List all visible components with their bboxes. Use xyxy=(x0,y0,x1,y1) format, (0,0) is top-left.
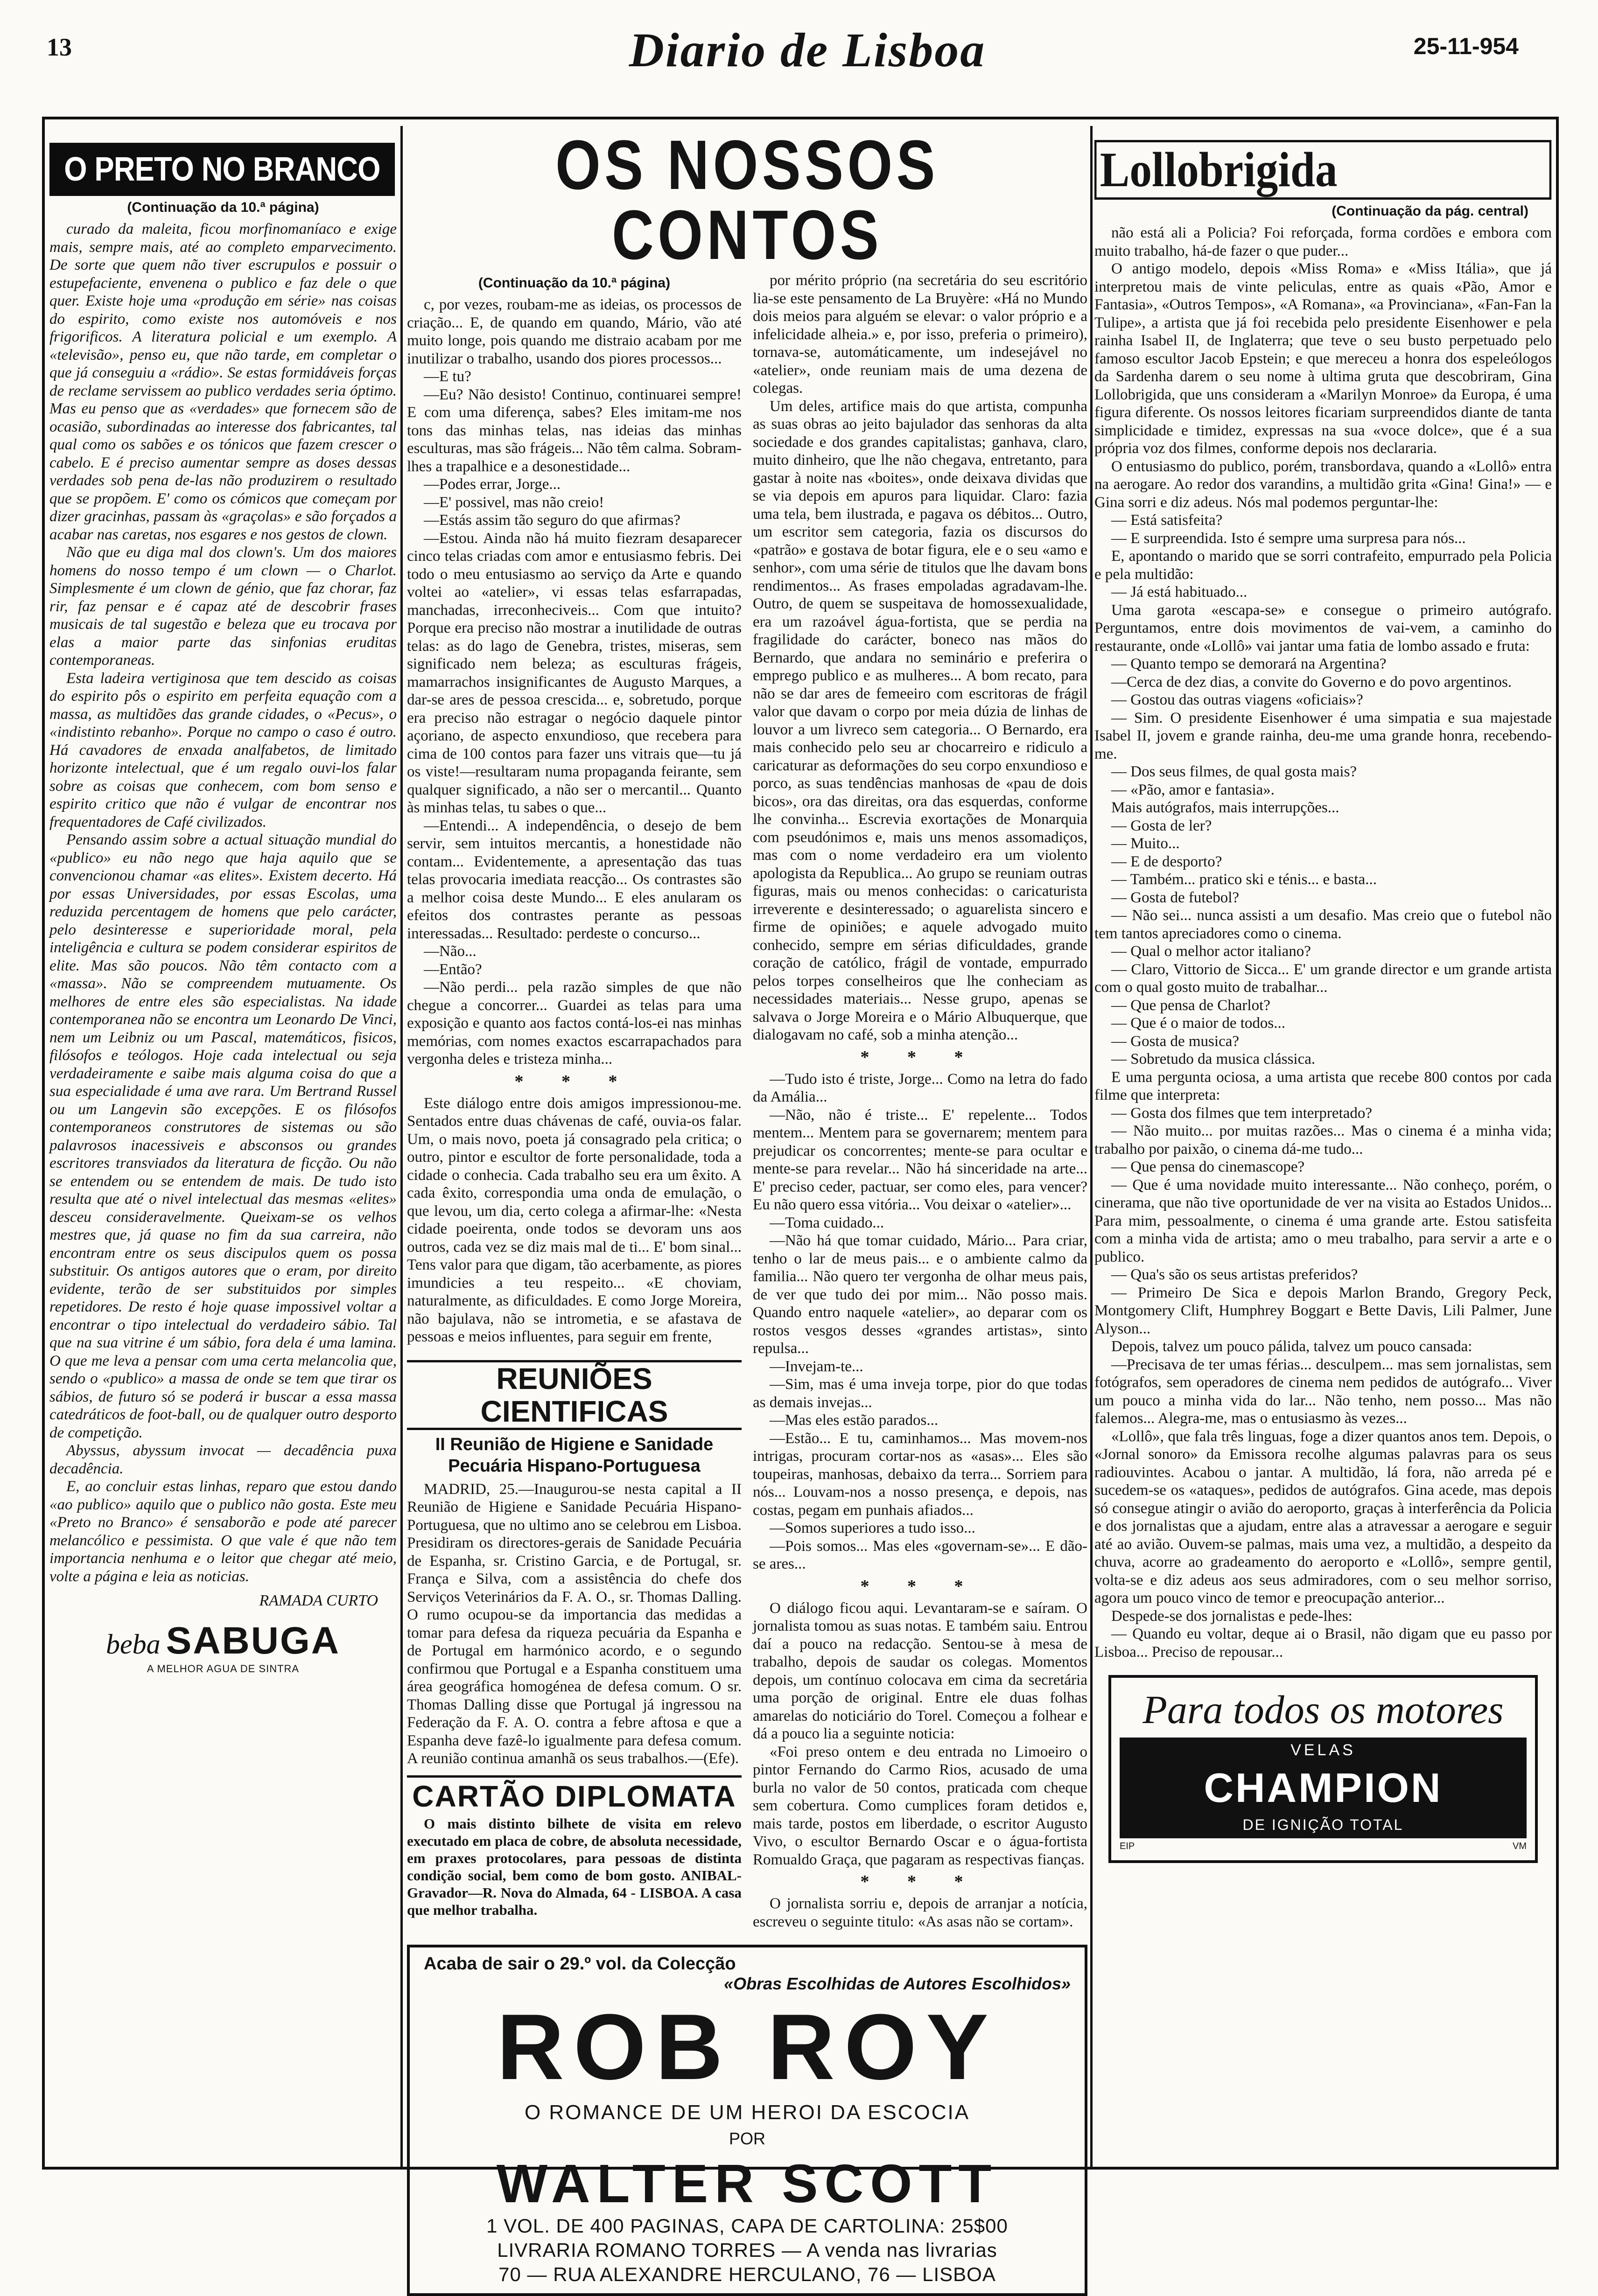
paragraph: — Gostou das outras viagens «oficiais»? xyxy=(1111,691,1363,708)
paragraph: E uma pergunta ociosa, a uma artista que recebe 800 contos por cada filme que interpreta: xyxy=(1094,1068,1552,1103)
paragraph: — Gosta de futebol? xyxy=(1111,889,1240,906)
sabuga-advertisement xyxy=(49,1619,397,1675)
paragraph: —Então? xyxy=(424,961,482,978)
paragraph: — Não muito... por muitas razões... Mas o cinema é a minha vida; trabalho por paixão, o cinema dá-me tudo... xyxy=(1094,1123,1552,1158)
continuation-note: (Continuação da 10.ª página) xyxy=(127,200,319,215)
paragraph: —Estou. Ainda não há muito fiezram desaparecer cinco telas criadas com amor e entusiasmo febris. Dei todo o meu entusiasmo ao serviço da Arte e quando voltei ao «atelier», vi essas telas esfarrapadas, manchadas, irreconheciveis... Com que intuito? Porque era preciso não mostrar a inutilidade de outras telas: as do lago de Genebra, tristes, miseras, sem significado nem beleza; as esculturas frágeis, mamarrachos insignificantes de Augusto Marques, a dar-se ares de pessoa crescida... e, sobretudo, porque era preciso não estragar o negócio daquele pintor açoriano, de aspecto enxundioso, que recebera para cima de 100 contos para fazer uns vitrais que—tu já os viste!—resultaram numa propaganda feirante, sem qualquer significado, a não ser o mercantil... Quanto às minhas telas, tu sabes o que... xyxy=(407,530,742,816)
paragraph: — Primeiro De Sica e depois Marlon Brando, Gregory Peck, Montgomery Clift, Humphrey Boggart e Bette Davis, Lili Palmer, June Alyson... xyxy=(1094,1284,1552,1337)
paragraph: — Claro, Vittorio de Sicca... E' um grande director e um grande artista com o qual gosto muito de trabalhar... xyxy=(1094,961,1552,996)
paragraph: — Qual o melhor actor italiano? xyxy=(1111,943,1311,960)
reunioes-subtitle-line1: II Reunião de Higiene e Sanidade xyxy=(435,1434,714,1454)
nossos-contos-title: OS NOSSOS CONTOS xyxy=(555,126,939,274)
author-signature: RAMADA CURTO xyxy=(259,1592,378,1609)
paragraph: — Não sei... nunca assisti a um desafio. Mas creio que o futebol não tem tantos apreciadores como o cinema. xyxy=(1094,907,1552,942)
preto-no-branco-article xyxy=(49,220,397,1585)
lollobrigida-article xyxy=(1094,224,1552,1661)
paragraph: E, apontando o marido que se sorri contrafeito, empurrado pela Policia e pela multidão: xyxy=(1094,548,1552,583)
paragraph: —Toma cuidado... xyxy=(770,1214,884,1231)
section-separator: * * * xyxy=(860,1576,980,1596)
paragraph: —Estão... E tu, caminhamos... Mas movem-nos intrigas, procuram cortar-nos as «asas»... Eles são toupeiras, manhosas, debaixo da terra... Sorriem para nós... Louvam-nos a nosso presença, e depois, nas costas, pegam em punhais afiados... xyxy=(753,1430,1087,1519)
paragraph: — Já está habituado... xyxy=(1111,584,1248,600)
paragraph: — E surpreendida. Isto é sempre uma surpresa para nós... xyxy=(1111,530,1466,547)
paragraph: — Gosta dos filmes que tem interpretado? xyxy=(1111,1104,1373,1122)
paragraph: — Que pensa de Charlot? xyxy=(1111,997,1270,1014)
section-separator: * * * xyxy=(514,1071,634,1091)
sabuga-tagline: A MELHOR AGUA DE SINTRA xyxy=(147,1663,300,1675)
paragraph: —Não, não é triste... E' repelente... Todos mentem... Mentem para se governarem; mentem para prejudicar os concorrentes; mente-se para ocultar e mente-se para revelar... Não há sinceridade na arte... E' preciso ceder, pactuar, ser como eles, para vencer? Eu não quero essa vitória... Vou deixar o «atelier»... xyxy=(753,1106,1087,1213)
paragraph: curado da maleita, ficou morfinomaníaco e exige mais, sempre mais, até ao completo emparvecimento. De sorte que quem não tiver escrupulos e possuir o estupefaciente, envenena o publico e faz dele o que quer. Existe hoje uma «produção em série» nas coisas do espirito, como existe nos automóveis e nos frigorificos. A literatura policial e um exemplo. A «televisão», penso eu, que não tarde, em completar o que já conseguiu a «rádio». Se estas formidáveis forças de reclame servissem ao publico verdades seria óptimo. Mas eu penso que as «verdades» que fornecem são de ocasião, subordinadas ao interesse dos fabricantes, tal qual como os sabões e os tónicos que fazem crescer o cabelo. E é preciso aumentar sempre as doses dessas verdades sob pena de-las não produzirem o resultado que se propõem. E' como os cómicos que começam por dizer gracinhas, passam às «graçolas» e são forçados a acabar nas caretas, nos esgares e nos gestos de clown. xyxy=(49,221,397,543)
reunioes-title: REUNIÕES CIENTIFICAS xyxy=(407,1360,742,1430)
paragraph: —Sim, mas é uma inveja torpe, pior do que todas as demais invejas... xyxy=(753,1376,1087,1411)
rob-roy-details: 1 VOL. DE 400 PAGINAS, CAPA DE CARTOLINA: 25$00 xyxy=(486,2215,1008,2237)
paragraph: O jornalista sorriu e, depois de arranjar a notícia, escreveu o seguinte titulo: «As asas não se cortam». xyxy=(753,1895,1087,1930)
preto-no-branco-title: O PRETO NO BRANCO xyxy=(49,143,395,196)
continuation-note: (Continuação da 10.ª página) xyxy=(478,275,671,291)
paragraph: —Estás assim tão seguro do que afirmas? xyxy=(424,512,680,529)
paragraph: «Foi preso ontem e deu entrada no Limoeiro o pintor Fernando do Carmo Rios, acusado de uma burla no valor de 50 contos, praticada com cheque sem cobertura. Como cumplices foram detidos e, mais tarde, postos em liberdade, o escritor Augusto Vivo, o escultor Bernardo Oscar e o água-fortista Romualdo Graça, que pagaram as respectivas fianças. xyxy=(753,1743,1087,1868)
paragraph: —Entendi... A independência, o desejo de bem servir, sem intuitos mercantis, a honestidade não contam... Evidentemente, a apresentação das tuas telas provocaria imediata reacção... Os contrastes são a melhor coisa deste Mundo... E eles anularam os efeitos dos contrastes perante as pessoas interessadas... Resultado: perdeste o concurso... xyxy=(407,817,742,942)
paragraph: Esta ladeira vertiginosa que tem descido as coisas do espirito pôs o espirito em perfeita equação com a massa, as multidões das grande cidades, o «Pecus», o «indistinto rebanho». Porque no campo o caso é outro. Há cavadores de enxada analfabetos, de limitado horizonte intelectual, que é um regalo ouvi-los falar sobre as coisas que conhecem, com bom senso e espirito critico que não é vulgar de encontrar nos frequentadores de Café civilizados. xyxy=(49,670,397,830)
sabuga-brand: SABUGA xyxy=(166,1619,340,1662)
rob-roy-collection: «Obras Escolhidas de Autores Escolhidos» xyxy=(724,1974,1071,1993)
paragraph: — Também... pratico ski e ténis... e basta... xyxy=(1111,871,1377,888)
paragraph: —Precisava de ter umas férias... desculpem... mas sem jornalistas, sem fotógrafos, sem operadores de cinema nem pedidos de autógrafo... Viver um pouco a minha vida do lar... Não tenho, nem posso... Mas não falemos... Alegra-me, mas o entusiasmo às vezes... xyxy=(1094,1356,1552,1427)
section-separator: * * * xyxy=(860,1872,980,1891)
paragraph: —Eu? Não desisto! Continuo, continuarei sempre! E com uma diferença, sabes? Eles imitam-me nos tons das minhas telas, nas ideias das minhas esculturas, mas são frágeis... Não têm calma. Sobram-lhes a trapalhice e a desonestidade... xyxy=(407,386,742,475)
issue-date: 25-11-954 xyxy=(1413,33,1519,59)
lollobrigida-column xyxy=(1094,126,1552,2167)
paragraph: — Quando eu voltar, deque ai o Brasil, não digam que eu passo por Lisboa... Preciso de repousar... xyxy=(1094,1626,1552,1661)
paragraph: «Lollô», que fala três linguas, foge a dizer quantos anos tem. Depois, o «Jornal sonoro» da Emissora recolhe algumas palavras para os seus radiouvintes. Acabou o jantar. A multidão, lá fora, não arreda pé e sucedem-se os «ataques», pedidos de autógrafos. Gina acede, mas depois só consegue atingir o avião do aeroporto, graças à interferência da Policia e dos jornalistas que a ajudam, entre alas a atravessar a aerogare e seguir até ao avião. Ouvem-se palmas, mais uma vez, a multidão, a despeito da chuva, acorre ao gradeamento do aeroporto e «Lollô», sempre gentil, volta-se e diz adeus aos seus admiradores, com o seu melhor sorriso, agora um pouco vinco de temor e preocupação anterior... xyxy=(1094,1428,1552,1606)
paragraph: Uma garota «escapa-se» e consegue o primeiro autógrafo. Perguntamos, entre dois movimentos de vai-vem, a caminho do restaurante, onde «Lollô» vai jantar uma fatia de lombo assado e fruta: xyxy=(1094,601,1552,655)
champion-code-right: VM xyxy=(1513,1841,1527,1851)
champion-brand: CHAMPION xyxy=(1120,1763,1527,1813)
paragraph: Despede-se dos jornalistas e pede-lhes: xyxy=(1111,1607,1353,1625)
paragraph: — Gosta de musica? xyxy=(1111,1033,1240,1050)
rob-roy-subtitle: O ROMANCE DE UM HEROI DA ESCOCIA xyxy=(524,2101,970,2124)
preto-no-branco-column xyxy=(49,126,397,2167)
paragraph: E, ao concluir estas linhas, reparo que estou dando «ao publico» aquilo que o publico não gosta. Este meu «Preto no Branco» é sensaborão e pode até parecer melancólico e pessimista. O que vale é que não tem importancia nenhuma e o leitor que chegar até meio, volte a página e leia as noticias. xyxy=(49,1478,397,1585)
nossos-contos-column xyxy=(407,126,1087,2285)
paragraph: — Muito... xyxy=(1111,835,1180,852)
contos-left-text xyxy=(407,296,742,1346)
contos-right-column xyxy=(753,272,1087,1931)
paragraph: Este diálogo entre dois amigos impressionou-me. Sentados entre duas chávenas de café, ouvia-os falar. Um, o mais novo, poeta já consagrado pela critica; o outro, pintor e escultor de forte personalidade, toda a cidade o conhecia. Cada trabalho seu era um êxito. A cada êxito, correspondia uma onda de emulação, o que levou, um dia, certo colega a afirmar-lhe: «Nesta cidade poeirenta, onde todos se devoram uns aos outros, cada vez se diz mais mal de ti... E' bom sinal... Tens valor para que digam, tão acerbamente, as piores imundicies a teu respeito... «E choviam, naturalmente, as dificuldades. E como Jorge Moreira, não bajulava, não se intrometia, e se afastava de pessoas e meios influentes, para seguir em frente, xyxy=(407,1095,742,1345)
section-separator: * * * xyxy=(860,1047,980,1067)
champion-velas: VELAS xyxy=(1120,1738,1527,1763)
paragraph: — Sobretudo da musica clássica. xyxy=(1111,1051,1316,1068)
paragraph: — Gosta de ler? xyxy=(1111,817,1212,834)
sabuga-script-word: beba xyxy=(106,1629,161,1660)
paragraph: — Que é uma novidade muito interessante... Não conheço, porém, o cinerama, que não tive oportunidade de ver na visita ao Estados Unidos... Para mim, pessoalmente, o cinema é uma grande arte. Estou satisfeita com a minha vida de artista; amo o meu trabalho, para servir a arte e o publico. xyxy=(1094,1176,1552,1265)
paragraph: — Quanto tempo se demorará na Argentina? xyxy=(1111,656,1387,672)
paragraph: O antigo modelo, depois «Miss Roma» e «Miss Itália», que já interpretou mais de vinte peliculas, entre as quais «Pão, Amor e Fantasia», «Outros Tempos», «A Romana», «a Provinciana», «Fan-Fan la Tulipe», a artista que já foi recebida pelo presidente Eisenhower e pela rainha Isabel II, de Inglaterra; que teve o seu busto perpetuado pelo famoso escultor Jacob Epstein; e que mereceu a honra dos espeleólogos da Sardenha darem o seu nome à ultima gruta que descobriram, Gina Lollobrigida, que uns consideram a «Marilyn Monroe» da Europa, é uma figura diferente. Os nossos leitores ficariam surpreendidos diante de tanta simplicidade e timidez, expressas na sua «voce dolce», que é a sua própria voz dos filmes, conforme depois nos declararia. xyxy=(1094,260,1552,457)
paragraph: Pensando assim sobre a actual situação mundial do «publico» eu não nego que haja aquilo que se convencionou chamar «as elites». Existem decerto. Há por essas Universidades, por essas Escolas, uma reduzida percentagem de homens que pelo carácter, pelo desinteresse e superioridade moral, pela inteligência e cultura se podem considerar espiritos de elite. Mas são poucos. Não têm contacto com a «massa». Não se compreendem mutuamente. Os melhores de entre eles são especialistas. Na idade contemporanea não se encontra um Leonardo De Vinci, nem um Leibniz ou um Pascal, matemáticos, fisicos, filósofos e teólogos. Hoje cada intelectual ou seja verdadeiramente e saibe mais alguma coisa do que a sua especialidade é uma ave rara. Um Bertrand Russel ou um Langevin são excepções. E os filósofos contemporaneos construtores de sistemas ou são palavrosos inacessiveis e absconsos ou grandes escritores transviados da literatura de ficção. Ou não se entendem ou se entendem de mais. De tudo isto resulta que até o nivel intelectual das mesmas «elites» desceu consideravelmente. Queixam-se os velhos mestres que, já quase no fim da sua carreira, não encontram entre os seus discipulos quem os possa substituir. Os antigos autores que o eram, por direito evidente, terão de ser substituidos por simples repetidores. De resto é hoje quase impossivel voltar a encontrar o tipo intelectual do verdadeiro sábio. Tal que na sua vitrine é um sábio, fora dela é uma lamina. O que me leva a pensar com uma certa melancolia que, sendo o «publico» a massa de onde se tem que tirar os sábios, de futuro só se poderá ir buscar a essa massa catedráticos de foot-ball, ou de qualquer outro desporto de competição. xyxy=(49,831,397,1441)
champion-code-left: EIP xyxy=(1120,1841,1135,1851)
paragraph: —Não perdi... pela razão simples de que não chegue a concorrer... Guardei as telas para uma exposição e quanto aos factos contá-los-ei nas minhas memórias, com nomes exactos escarrapachados para vergonha deles e tristeza minha... xyxy=(407,979,742,1068)
paragraph: — Sim. O presidente Eisenhower é uma simpatia e sua majestade Isabel II, jovem e grande rainha, deu-me uma grande honra, recebendo-me. xyxy=(1094,709,1552,762)
page-number: 13 xyxy=(47,33,72,61)
cartao-diplomata-body: O mais distinto bilhete de visita em relevo executado em placa de cobre, de absoluta necessidade, em praxes protocolares, para pessoas de distinta condição social, bem como de bom gosto. ANIBAL-Gravador—R. Nova do Almada, 64 - LISBOA. A casa que melhor trabalha. xyxy=(407,1815,742,1918)
column-rule xyxy=(400,126,403,2167)
contos-left-column xyxy=(407,272,742,1931)
paragraph: —Podes errar, Jorge... xyxy=(424,476,561,493)
paragraph: Mais autógrafos, mais interrupções... xyxy=(1111,799,1339,816)
paragraph: — Qua's são os seus artistas preferidos? xyxy=(1111,1266,1358,1283)
paragraph: —Não há que tomar cuidado, Mário... Para criar, tenho o lar de meus pais... e o ambiente calmo da familia... Não quero ter vergonha de olhar meus pais, de ver que tudo dei por mim... Não posso mais. Quando entro naquele «atelier», ao deparar com os rostos vesgos desses «grandes artistas», sinto repulsa... xyxy=(753,1232,1087,1357)
champion-headline: Para todos os motores xyxy=(1142,1687,1504,1732)
rob-roy-title: ROB ROY xyxy=(497,1995,998,2099)
cartao-diplomata-title: CARTÃO DIPLOMATA xyxy=(407,1775,742,1815)
lollobrigida-title: Lollobrigida xyxy=(1094,140,1551,200)
paragraph: — Está satisfeita? xyxy=(1111,512,1223,529)
paragraph: —E tu? xyxy=(424,368,471,385)
paragraph: não está ali a Policia? Foi reforçada, forma cordões e embora com muito trabalho, há-de fazer o que puder... xyxy=(1094,224,1552,259)
paragraph: O diálogo ficou aqui. Levantaram-se e saíram. O jornalista tomou as suas notas. E também saiu. Entrou daí a pouco na redacção. Sentou-se à mesa de trabalho, depois de saudar os colegas. Momentos depois, um contínuo colocava em cima da secretária uma porção de original. Entre ele duas folhas amarelas do noticiário do Torel. Começou a folhear e dá a pouco lia a seguinte noticia: xyxy=(753,1599,1087,1742)
paragraph: —Pois somos... Mas eles «governam-se»... E dão-se ares... xyxy=(753,1537,1087,1572)
rob-roy-bookshop: LIVRARIA ROMANO TORRES — A venda nas livrarias xyxy=(497,2239,997,2261)
paragraph: — Que é o maior de todos... xyxy=(1111,1015,1286,1032)
paragraph: por mérito próprio (na secretária do seu escritório lia-se este pensamento de La Bruyère: «Há no Mundo dois meios para alguém se elevar: o valor próprio e a infelicidade alheia.» e, por isso, preferia o primeiro), tornava-se, automáticamente, um indesejável no «atelier», onde reuniam mais de uma dezena de colegas. xyxy=(753,272,1087,397)
paragraph: —Mas eles estão parados... xyxy=(770,1412,939,1429)
paragraph: —E' possivel, mas não creio! xyxy=(424,494,604,511)
reunioes-subtitle xyxy=(407,1434,742,1477)
paragraph: Depois, talvez um pouco pálida, talvez um pouco cansada: xyxy=(1111,1338,1472,1355)
rob-roy-advertisement xyxy=(407,1945,1087,2296)
paragraph: Abyssus, abyssum invocat — decadência puxa decadência. xyxy=(49,1442,397,1477)
paragraph: c, por vezes, roubam-me as ideias, os processos de criação... E, de quando em quando, Mário, vão até muito longe, pois quando me distraio acabam por me inutilizar o trabalho, usando dos piores processos... xyxy=(407,296,742,367)
reunioes-subtitle-line2: Pecuária Hispano-Portuguesa xyxy=(448,1456,701,1476)
paragraph: Não que eu diga mal dos clown's. Um dos maiores homens do nosso tempo é um clown — o Charlot. Simplesmente é um clown de génio, que faz chorar, faz rir, faz pensar e é capaz até de descobrir frases musicais de tal sugestão e beleza que eu trocava por elas a maior parte das sinfonias eruditas contemporaneas. xyxy=(49,544,397,669)
paragraph: — Que pensa do cinemascope? xyxy=(1111,1158,1305,1175)
paragraph: — Dos seus filmes, de qual gosta mais? xyxy=(1111,763,1357,780)
paragraph: — E de desporto? xyxy=(1111,853,1222,870)
paragraph: —Tudo isto é triste, Jorge... Como na letra do fado da Amália... xyxy=(753,1070,1087,1105)
rob-roy-by: POR xyxy=(729,2129,765,2148)
column-rule xyxy=(1090,126,1093,2167)
champion-advertisement xyxy=(1108,1675,1538,1863)
champion-tagline: DE IGNIÇÃO TOTAL xyxy=(1120,1813,1527,1838)
continuation-note: (Continuação da pág. central) xyxy=(1332,203,1528,219)
reunioes-body: MADRID, 25.—Inaugurou-se nesta capital a II Reunião de Higiene e Sanidade Pecuária Hispano-Portuguesa, que no ultimo ano se celebrou em Lisboa. Presidiram os directores-gerais de Sanidade Pecuária de Espanha, sr. Cristino Garcia, e de Portugal, sr. França e Silva, com a assistência do chefe dos Serviços Veterinários da F. A. O., sr. Thomas Dalling. O rumo ocupou-se da importancia das medidas a tomar para defesa da riqueza pecuária da Espanha e de Portugal em harmónico acordo, e o segundo confirmou que Portugal e a Espanha constituem uma área geográfica homogénea de defesa comum. O sr. Thomas Dalling disse que Portugal já ingressou na Federação da F. A. O. contra a febre aftosa e que a Espanha deve fazê-lo igualmente para defesa comum. A reunião continua amanhã os seus trabalhos.—(Efe). xyxy=(407,1480,742,1767)
contos-right-text xyxy=(753,272,1087,1931)
paragraph: —Somos superiores a tudo isso... xyxy=(770,1520,975,1536)
newspaper-masthead: Diario de Lisboa xyxy=(629,23,986,77)
paragraph: — «Pão, amor e fantasia». xyxy=(1111,781,1275,798)
paragraph: —Não... xyxy=(424,943,477,960)
rob-roy-author: WALTER SCOTT xyxy=(496,2153,998,2214)
rob-roy-address: 70 — RUA ALEXANDRE HERCULANO, 76 — LISBOA xyxy=(498,2263,996,2285)
paragraph: Um deles, artifice mais do que artista, compunha as suas obras ao jeito bajulador das senhoras da alta sociedade e dos grandes capitalistas; ganhava, claro, muito dinheiro, que lhe não chegava, entretanto, para gastar à noite nas «boites», onde deixava dividas que se via depois em apuros para liquidar. Claro: fazia uma tela, bem ilustrada, e pagava os débitos... Outro, um escritor sem categoria, fazia os discursos do «patrão» e gostava de botar figura, ele e o seu «amo e senhor», com uma série de titulos que lhe davam bons rendimentos... As frases empoladas agradavam-lhe. Outro, de quem se suspeitava de homossexualidade, era um razoável água-fortista, que se perdia na fragilidade do carácter, boneco nas mãos do Bernardo, que andara no seminário e preferira o emprego publico e as mulheres... A bom recato, para não se dar ares de femeeiro com escritoras de frágil valor que davam o corpo por meia dúzia de linhas de louvor a um livreco sem categoria... O Bernardo, era mais conhecido pelo seu ar chocarreiro e ridiculo a caricaturar as deformações do seu corpo enxundioso e porco, as suas tendências manhosas de «pau de dois bicos», ora das direitas, ora das esquerdas, conforme lhe convinha... Escrevia exortações de Monarquia com pseudónimos e, mais uns menos assomadiços, mas com o nome verdadeiro era um violento apologista da Republica... Ao grupo se reuniam outras figuras, mais ou menos conhecidas: o caricaturista irreverente e desinteressado; o aguarelista sincero e firme de opiniões; e aquele advogado muito conhecido, sempre em sérias dificuldades, grande coração de católico, frágil de vontade, empurrado pelos torpes conselheiros que lhe conheciam as necessidades materiais... Nesse grupo, apenas se salvava o Jorge Moreira e o Mário Albuquerque, que dialogavam no café, sob a minha atenção... xyxy=(753,398,1087,1043)
paragraph: O entusiasmo do publico, porém, transbordava, quando a «Lollô» entra na aerogare. Ao redor dos varandins, a multidão grita «Gina! Gina!» — e Gina sorri e diz adeus. Nós mal podemos perguntar-lhe: xyxy=(1094,458,1552,511)
rob-roy-announcement: Acaba de sair o 29.º vol. da Colecção xyxy=(424,1954,736,1974)
paragraph: —Invejam-te... xyxy=(770,1358,863,1375)
paragraph: —Cerca de dez dias, a convite do Governo e do povo argentinos. xyxy=(1111,673,1512,691)
